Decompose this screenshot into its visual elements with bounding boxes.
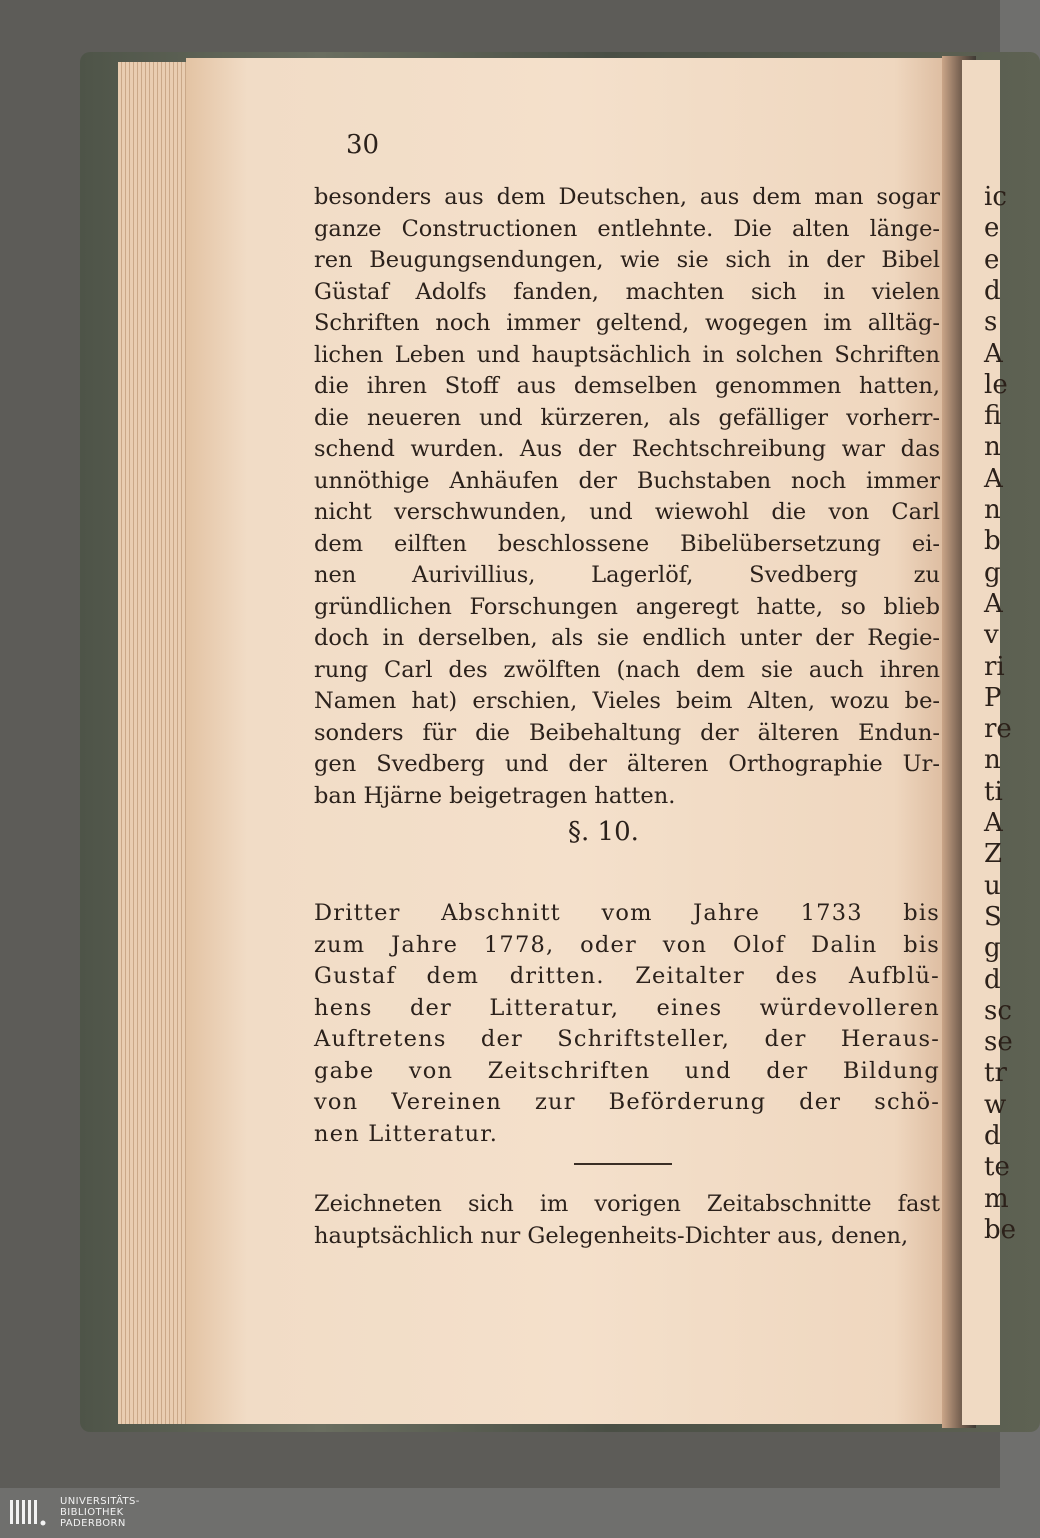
facing-page-text: e xyxy=(984,244,1000,275)
facing-page-text: sc xyxy=(984,995,1012,1026)
facing-page-text: fi xyxy=(984,401,1002,432)
facing-page-text: se xyxy=(984,1027,1013,1058)
paragraph-section-title xyxy=(314,898,940,1150)
facing-page-text: w xyxy=(984,1089,1007,1120)
library-logo-icon xyxy=(8,1496,48,1528)
text-line: Gustaf dem dritten. Zeitalter des Aufblü- xyxy=(314,963,940,989)
facing-page-text: b xyxy=(984,526,1001,557)
facing-page-text: e xyxy=(984,213,1000,244)
text-line: ban Hjärne beigetragen hatten. xyxy=(314,782,676,809)
facing-page-text: g xyxy=(984,557,1001,588)
text-line: sonders für die Beibehaltung der älteren Endun- xyxy=(314,719,940,746)
logo-line: PADERBORN xyxy=(60,1518,126,1529)
library-footer xyxy=(0,1488,1000,1538)
text-line: hauptsächlich nur Gelegenheits-Dichter aus, denen, xyxy=(314,1223,909,1249)
text-line: schend wurden. Aus der Rechtschreibung war das xyxy=(314,436,940,462)
text-line: rung Carl des zwölften (nach dem sie auch ihren xyxy=(314,656,940,683)
facing-page-text: ti xyxy=(984,776,1003,807)
facing-page-text: n xyxy=(984,495,1001,525)
text-line: Namen hat) erschien, Vieles beim Alten, wozu be- xyxy=(314,688,940,714)
page-number: 30 xyxy=(346,130,380,160)
facing-page-text: A xyxy=(984,463,1003,494)
facing-page-text: u xyxy=(984,870,1001,901)
facing-page-text: s xyxy=(984,307,998,338)
text-line: nicht verschwunden, und wiewohl die von Carl xyxy=(314,499,940,525)
facing-page-text: A xyxy=(984,588,1003,619)
text-line: unnöthige Anhäufen der Buchstaben noch immer xyxy=(314,467,940,494)
text-line: Dritter Abschnitt vom Jahre 1733 bis xyxy=(314,900,940,926)
facing-page-text: d xyxy=(984,1121,1001,1151)
facing-page-text: A xyxy=(984,338,1003,369)
text-line: ren Beugungsendungen, wie sie sich in der Bibel xyxy=(314,247,940,273)
text-line: dem eilften beschlossene Bibelübersetzung ei- xyxy=(314,530,940,557)
text-line: gründlichen Forschungen angeregt hatte, so blieb xyxy=(314,593,940,620)
facing-page-text: Z xyxy=(984,839,1003,870)
text-line: lichen Leben und hauptsächlich in solchen Schriften xyxy=(314,341,940,368)
facing-page-text: le xyxy=(984,369,1008,400)
text-line: nen Litteratur. xyxy=(314,1120,499,1147)
facing-page-text: ri xyxy=(984,651,1005,682)
facing-page-text: n xyxy=(984,745,1001,776)
text-line: besonders aus dem Deutschen, aus dem man sogar xyxy=(314,184,940,210)
section-heading: §. 10. xyxy=(568,817,639,847)
facing-page-text: ic xyxy=(984,182,1007,212)
text-line: gabe von Zeitschriften und der Bildung xyxy=(314,1057,940,1084)
text-line: die neueren und kürzeren, als gefälliger vorherr- xyxy=(314,404,940,431)
text-line: zum Jahre 1778, oder von Olof Dalin bis xyxy=(314,931,940,958)
facing-page-text: P xyxy=(984,682,1002,713)
text-line: ganze Constructionen entlehnte. Die alten länge- xyxy=(314,215,940,242)
text-line: Güstaf Adolfs fanden, machten sich in vielen xyxy=(314,278,940,305)
facing-page-text: S xyxy=(984,901,1002,932)
text-line: Schriften noch immer geltend, wogegen im alltäg- xyxy=(314,310,940,336)
facing-page-text: be xyxy=(984,1214,1017,1245)
text-line: hens der Litteratur, eines würdevolleren xyxy=(314,994,940,1021)
facing-page-text: m xyxy=(984,1183,1009,1214)
library-logo xyxy=(60,1496,140,1529)
page-edges xyxy=(118,62,188,1424)
paragraph-body-2 xyxy=(314,1188,940,1252)
facing-page-fragment xyxy=(962,60,1017,1425)
logo-line: UNIVERSITÄTS- xyxy=(60,1496,140,1507)
text-line: Auftretens der Schriftsteller, der Heraus- xyxy=(314,1026,940,1052)
facing-page-text: re xyxy=(984,714,1012,745)
text-line: nen Aurivillius, Lagerlöf, Svedberg zu xyxy=(314,562,940,588)
logo-line: BIBLIOTHEK xyxy=(60,1507,124,1518)
facing-page-text: d xyxy=(984,275,1001,306)
text-line: die ihren Stoff aus demselben genommen hatten, xyxy=(314,373,940,399)
facing-page-text: g xyxy=(984,933,1001,964)
paragraph-body-1 xyxy=(314,182,940,812)
facing-page-text: n xyxy=(984,432,1001,463)
facing-page-text: v xyxy=(984,620,999,651)
text-line: von Vereinen zur Beförderung der schö- xyxy=(314,1089,940,1115)
facing-page-text: te xyxy=(984,1152,1010,1183)
facing-page-text: A xyxy=(984,808,1003,838)
facing-page-text: tr xyxy=(984,1058,1007,1089)
text-line: gen Svedberg und der älteren Orthographie Ur- xyxy=(314,751,940,777)
facing-page-text: d xyxy=(984,964,1001,995)
text-line: Zeichneten sich im vorigen Zeitabschnitte fast xyxy=(314,1191,940,1217)
horizontal-rule xyxy=(574,1163,672,1165)
text-line: doch in derselben, als sie endlich unter der Regie- xyxy=(314,625,940,651)
